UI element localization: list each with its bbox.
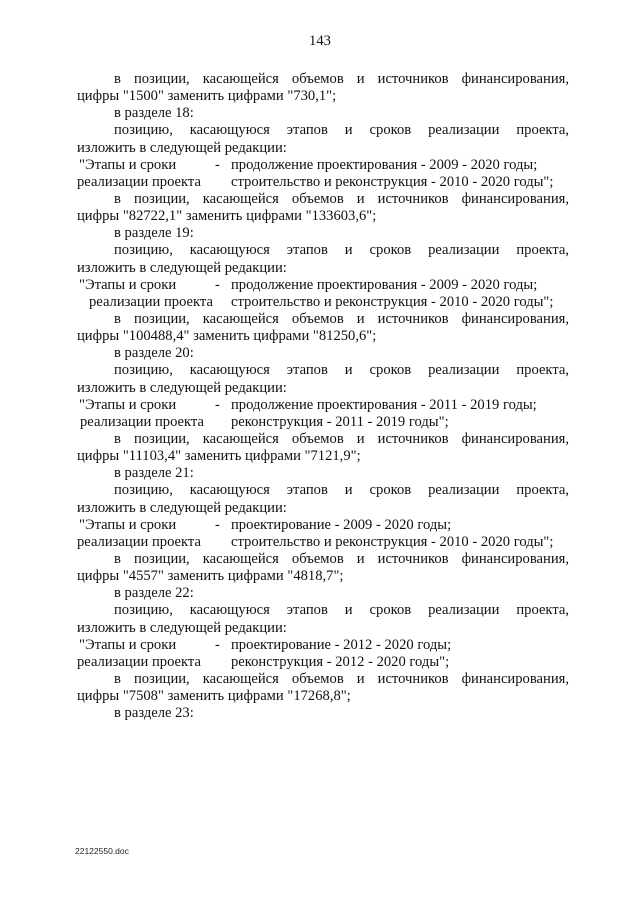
footer-filename: 22122550.doc (75, 846, 129, 856)
page-number: 143 (309, 33, 331, 49)
row-label: "Этапы и сроки (79, 276, 177, 293)
text-line: изложить в следующей редакции: (77, 619, 287, 636)
row-value: проектирование - 2009 - 2020 годы; (231, 516, 452, 533)
text-line: цифры "100488,4" заменить цифрами "81250,6"; (77, 328, 377, 345)
section-heading: в разделе 18: (114, 105, 194, 122)
table-row (77, 174, 569, 191)
table-row (77, 397, 569, 414)
text-line: цифры "11103,4" заменить цифрами "7121,9"; (77, 448, 361, 465)
row-dash: - (215, 396, 220, 413)
text-line: цифры "7508" заменить цифрами "17268,8"; (77, 688, 351, 705)
row-label: "Этапы и сроки (79, 396, 177, 413)
row-value: строительство и реконструкция - 2010 - 2020 годы"; (231, 533, 554, 550)
text-line: цифры "82722,1" заменить цифрами "133603,6"; (77, 208, 377, 225)
table-row (77, 654, 569, 671)
document-body (77, 71, 569, 722)
row-value: строительство и реконструкция - 2010 - 2020 годы"; (231, 173, 554, 190)
row-label: реализации проекта (77, 533, 201, 550)
table-row (77, 414, 569, 431)
text-line: в позиции, касающейся объемов и источников финансирования, (114, 310, 569, 327)
row-label: реализации проекта (77, 653, 201, 670)
text-line: в позиции, касающейся объемов и источников финансирования, (114, 430, 569, 447)
row-value: реконструкция - 2012 - 2020 годы"; (231, 653, 450, 670)
text-line: позицию, касающуюся этапов и сроков реализации проекта, (114, 122, 569, 139)
text-line: цифры "1500" заменить цифрами "730,1"; (77, 88, 337, 105)
table-row (77, 517, 569, 534)
section-heading: в разделе 20: (114, 345, 194, 362)
text-line: изложить в следующей редакции: (77, 259, 287, 276)
text-line: позицию, касающуюся этапов и сроков реализации проекта, (114, 242, 569, 259)
row-value: строительство и реконструкция - 2010 - 2020 годы"; (231, 293, 554, 310)
text-line: в позиции, касающейся объемов и источников финансирования, (114, 670, 569, 687)
text-line: в позиции, касающейся объемов и источников финансирования, (114, 550, 569, 567)
row-value: проектирование - 2012 - 2020 годы; (231, 636, 452, 653)
row-label: реализации проекта (89, 293, 213, 310)
table-row (77, 534, 569, 551)
table-row (77, 157, 569, 174)
table-row (77, 637, 569, 654)
row-value: продолжение проектирования - 2009 - 2020 годы; (231, 156, 538, 173)
row-label: реализации проекта (77, 173, 201, 190)
row-dash: - (215, 516, 220, 533)
row-label: реализации проекта (80, 413, 204, 430)
row-value: продолжение проектирования - 2011 - 2019 годы; (231, 396, 537, 413)
section-heading: в разделе 23: (114, 705, 194, 722)
text-line: изложить в следующей редакции: (77, 139, 287, 156)
text-line: позицию, касающуюся этапов и сроков реализации проекта, (114, 482, 569, 499)
row-dash: - (215, 636, 220, 653)
table-row (77, 294, 569, 311)
row-value: реконструкция - 2011 - 2019 годы"; (231, 413, 449, 430)
row-dash: - (215, 276, 220, 293)
text-line: цифры "4557" заменить цифрами "4818,7"; (77, 568, 344, 585)
section-heading: в разделе 19: (114, 225, 194, 242)
text-line: позицию, касающуюся этапов и сроков реализации проекта, (114, 602, 569, 619)
text-line: изложить в следующей редакции: (77, 499, 287, 516)
row-label: "Этапы и сроки (79, 516, 177, 533)
section-heading: в разделе 21: (114, 465, 194, 482)
text-line: изложить в следующей редакции: (77, 379, 287, 396)
text-line: позицию, касающуюся этапов и сроков реализации проекта, (114, 362, 569, 379)
table-row (77, 277, 569, 294)
row-label: "Этапы и сроки (79, 636, 177, 653)
text-line: в позиции, касающейся объемов и источников финансирования, (114, 71, 569, 87)
row-label: "Этапы и сроки (79, 156, 177, 173)
text-line: в позиции, касающейся объемов и источников финансирования, (114, 190, 569, 207)
row-dash: - (215, 156, 220, 173)
row-value: продолжение проектирования - 2009 - 2020 годы; (231, 276, 538, 293)
section-heading: в разделе 22: (114, 585, 194, 602)
